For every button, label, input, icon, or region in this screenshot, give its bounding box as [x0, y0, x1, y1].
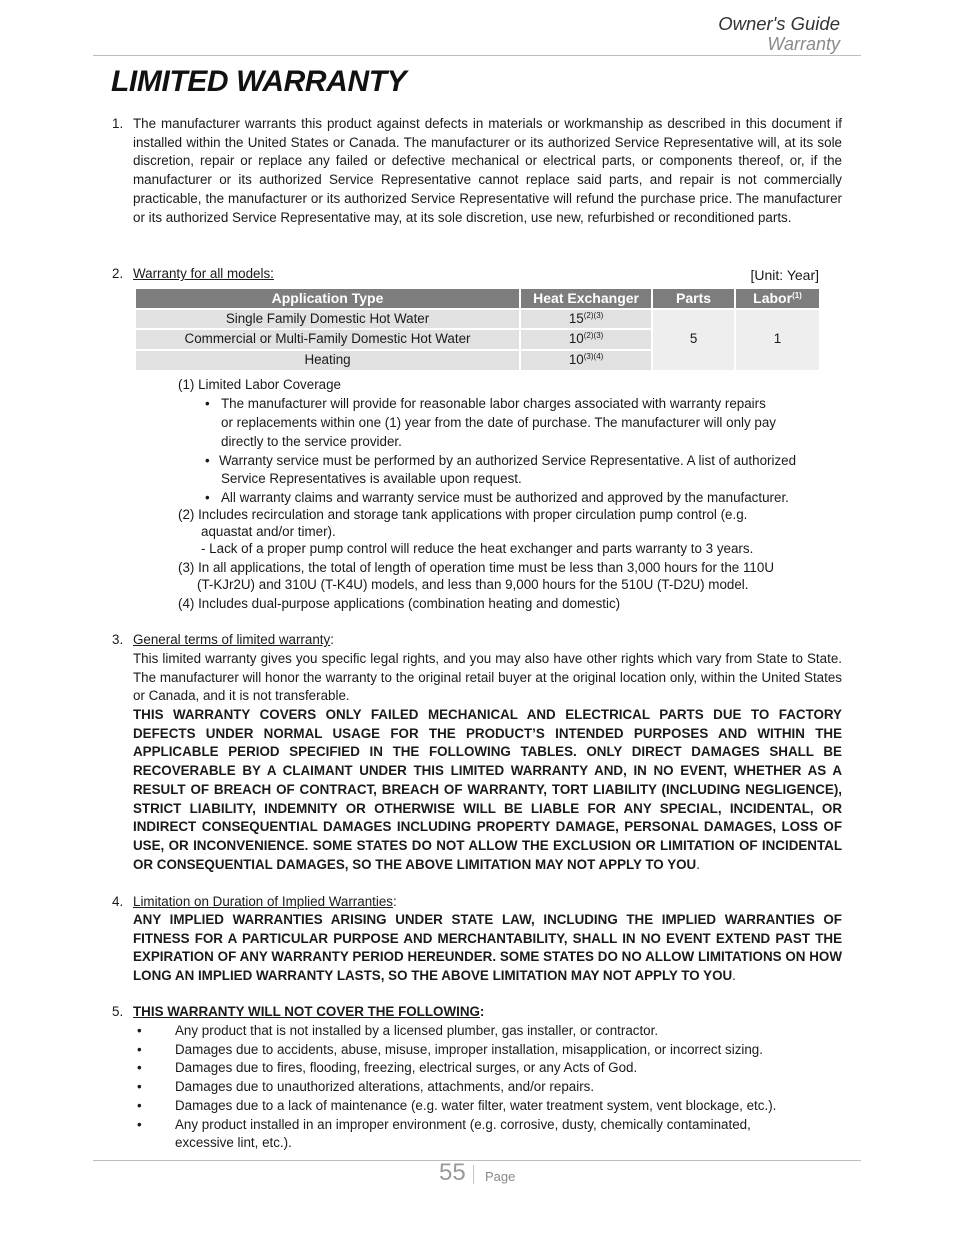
- bullet-icon: •: [137, 1117, 142, 1132]
- row-heat-exchanger: [521, 351, 651, 370]
- col-application-type: Application Type: [136, 289, 519, 308]
- labor-footnote-ref: (1): [792, 291, 802, 300]
- section-5-number: 5.: [112, 1004, 124, 1019]
- col-heat-exchanger: Heat Exchanger: [521, 289, 651, 308]
- page-number: 55: [439, 1159, 466, 1186]
- note-2-line-3: - Lack of a proper pump control will reduce the heat exchanger and parts warranty to 3 years.: [201, 541, 754, 556]
- row-application: Single Family Domestic Hot Water: [136, 310, 519, 329]
- note-2-line-2: aquastat and/or timer).: [201, 524, 336, 539]
- table-header-row: [136, 289, 819, 308]
- exclusion-item: Damages due to accidents, abuse, misuse, improper installation, misapplication, or incorrect sizing.: [175, 1042, 763, 1057]
- guide-title: Owner's Guide: [718, 13, 840, 34]
- bullet-icon: •: [137, 1079, 142, 1094]
- warranty-models-heading: Warranty for all models:: [133, 266, 274, 281]
- heat-value: 10: [568, 352, 584, 368]
- heat-value: 15: [568, 310, 584, 326]
- exclusion-item-6-line-1: Any product installed in an improper environment (e.g. corrosive, dusty, chemically contaminated,: [175, 1117, 751, 1132]
- bullet-icon: •: [137, 1023, 142, 1038]
- labor-value: 1: [736, 310, 819, 370]
- section-4-number: 4.: [112, 894, 124, 909]
- exclusion-item: Any product that is not installed by a licensed plumber, gas installer, or contractor.: [175, 1023, 659, 1038]
- col-labor: [736, 289, 819, 308]
- bullet-icon: •: [137, 1098, 142, 1113]
- heat-footnote-ref: (2)(3): [583, 310, 604, 320]
- row-application: Heating: [136, 351, 519, 370]
- table-row: [136, 310, 819, 329]
- page-title: LIMITED WARRANTY: [111, 65, 407, 98]
- page-label: Page: [485, 1169, 516, 1184]
- section-2-number: 2.: [112, 266, 124, 281]
- section-1-text: The manufacturer warrants this product against defects in materials or workmanship as described in this document if installed within the United States or Canada. The manufacturer or its authorized Service Representative will, at its sole discretion, repair or replace any failed or defective mechanical or electrical parts, or components thereof, or, if the manufacturer or its authorized Service Representative cannot replace said parts, and repair is not commercially practicable, the manufacturer or its authorized Service Representative will refund the purchase price. The manufacturer or its authorized Service Representative may, at its sole discretion, use new, refurbished or reconditioned parts.: [133, 116, 842, 225]
- note-1-title: (1) Limited Labor Coverage: [178, 377, 342, 392]
- row-application: Commercial or Multi-Family Domestic Hot Water: [136, 330, 519, 349]
- bullet-icon: •: [205, 396, 210, 411]
- section-3-disclaimer: THIS WARRANTY COVERS ONLY FAILED MECHANICAL AND ELECTRICAL PARTS DUE TO FACTORY DEFECTS UNDER NORMAL USAGE FOR THE PRODUCT’S INTENDED PURPOSES AND WITHIN THE APPLICABLE PERIOD SPECIFIED IN THE FOLLOWING TABLES. ONLY DIRECT DAMAGES SHALL BE RECOVERABLE BY A CLAIMANT UNDER THIS LIMITED WARRANTY AND, IN NO EVENT, WHETHER AS A RESULT OF BREACH OF CONTRACT, BREACH OF WARRANTY, TORT LIABILITY (INCLUDING NEGLIGENCE), STRICT LIABILITY, INDEMNITY OR OTHERWISE WILL BE LIABLE FOR ANY SPECIAL, INCIDENTAL, OR INDIRECT CONSEQUENTIAL DAMAGES INCLUDING PROPERTY DAMAGE, PERSONAL DAMAGES, LOSS OF USE, OR INCONVENIENCE. SOME STATES DO NOT ALLOW THE EXCLUSION OR LIMITATION OF INCIDENTAL OR CONSEQUENTIAL DAMAGES, SO THE ABOVE LIMITATION MAY NOT APPLY TO YOU: [133, 707, 842, 872]
- footer-rule: [93, 1160, 861, 1161]
- heat-footnote-ref: (3)(4): [583, 352, 604, 362]
- heat-value: 10: [568, 331, 584, 347]
- exclusion-item-6-line-2: excessive lint, etc.).: [175, 1135, 292, 1150]
- note-3-line-1: (3) In all applications, the total of length of operation time must be less than 3,000 hours for the 110U: [178, 560, 774, 575]
- header-rule: [93, 55, 861, 56]
- section-3-text: This limited warranty gives you specific legal rights, and you may also have other rights which vary from State to State. The manufacturer will honor the warranty to the original retail buyer at the original location only, within the United States or Canada, and it is not transferable.: [133, 651, 842, 704]
- note-3-line-2: (T-KJr2U) and 310U (T-K4U) models, and less than 9,000 hours for the 510U (T-D2U) model.: [197, 577, 749, 592]
- warranty-table: [134, 287, 821, 372]
- exclusion-item: Damages due to unauthorized alterations, attachments, and/or repairs.: [175, 1079, 595, 1094]
- section-4-heading: Limitation on Duration of Implied Warranties:: [133, 894, 397, 909]
- row-heat-exchanger: [521, 310, 651, 329]
- section-3-number: 3.: [112, 632, 124, 647]
- bullet-icon: •: [137, 1060, 142, 1075]
- exclusion-item: Damages due to fires, flooding, freezing, electrical surges, or any Acts of God.: [175, 1060, 638, 1075]
- note-1-bullet-1-line-2: or replacements within one (1) year from the date of purchase. The manufacturer will only pay: [221, 415, 776, 430]
- note-1-bullet-2-line-1: Warranty service must be performed by an authorized Service Representative. A list of authorized: [219, 453, 797, 468]
- heat-footnote-ref: (2)(3): [583, 331, 604, 341]
- implied-warranties-heading: Limitation on Duration of Implied Warranties: [133, 894, 393, 909]
- note-4: (4) Includes dual-purpose applications (combination heating and domestic): [178, 596, 621, 611]
- note-1-bullet-1-line-1: The manufacturer will provide for reasonable labor charges associated with warranty repairs: [221, 396, 766, 411]
- section-5-heading: THIS WARRANTY WILL NOT COVER THE FOLLOWING:: [133, 1004, 485, 1019]
- exclusions-heading: THIS WARRANTY WILL NOT COVER THE FOLLOWING: [133, 1004, 480, 1019]
- note-2-line-1: (2) Includes recirculation and storage tank applications with proper circulation pump control (e.g.: [178, 507, 748, 522]
- exclusion-item: Damages due to a lack of maintenance (e.g. water filter, water treatment system, vent blockage, etc.).: [175, 1098, 777, 1113]
- section-4-bold-text: ANY IMPLIED WARRANTIES ARISING UNDER STATE LAW, INCLUDING THE IMPLIED WARRANTIES OF FITNESS FOR A PARTICULAR PURPOSE AND MERCHANTABILITY, SHALL IN NO EVENT EXTEND PAST THE EXPIRATION OF ANY WARRANTY PERIOD HEREUNDER. SOME STATES DO NO ALLOW LIMITATIONS ON HOW LONG AN IMPLIED WARRANTY LASTS, SO THE ABOVE LIMITATION MAY NOT APPLY TO YOU.: [133, 912, 842, 984]
- parts-value: 5: [653, 310, 734, 370]
- labor-label: Labor: [753, 290, 793, 306]
- section-title: Warranty: [767, 34, 840, 54]
- col-parts: Parts: [653, 289, 734, 308]
- section-3-bold-text: THIS WARRANTY COVERS ONLY FAILED MECHANICAL AND ELECTRICAL PARTS DUE TO FACTORY DEFECTS UNDER NORMAL USAGE FOR THE PRODUCT’S INTENDED PURPOSES AND WITHIN THE APPLICABLE PERIOD SPECIFIED IN THE FOLLOWING TABLES. ONLY DIRECT DAMAGES SHALL BE RECOVERABLE BY A CLAIMANT UNDER THIS LIMITED WARRANTY AND, IN NO EVENT, WHETHER AS A RESULT OF BREACH OF CONTRACT, BREACH OF WARRANTY, TORT LIABILITY (INCLUDING NEGLIGENCE), STRICT LIABILITY, INDEMNITY OR OTHERWISE WILL BE LIABLE FOR ANY SPECIAL, INCIDENTAL, OR INDIRECT CONSEQUENTIAL DAMAGES INCLUDING PROPERTY DAMAGE, PERSONAL DAMAGES, LOSS OF USE, OR INCONVENIENCE. SOME STATES DO NOT ALLOW THE EXCLUSION OR LIMITATION OF INCIDENTAL OR CONSEQUENTIAL DAMAGES, SO THE ABOVE LIMITATION MAY NOT APPLY TO YOU.: [133, 707, 842, 872]
- section-3-heading: General terms of limited warranty:: [133, 632, 334, 647]
- note-1-bullet-3-line-1: All warranty claims and warranty service must be authorized and approved by the manufacturer.: [221, 490, 789, 505]
- note-1-bullet-2-line-2: Service Representatives is available upon request.: [221, 471, 522, 486]
- section-1-number: 1.: [112, 116, 124, 131]
- general-terms-heading: General terms of limited warranty: [133, 632, 331, 647]
- bullet-icon: •: [205, 453, 210, 468]
- unit-label: [Unit: Year]: [750, 267, 819, 283]
- footer-divider: [473, 1165, 474, 1184]
- section-2-heading: [133, 265, 842, 284]
- running-header: [718, 14, 840, 54]
- note-1-bullet-1-line-3: directly to the service provider.: [221, 434, 402, 449]
- row-heat-exchanger: [521, 330, 651, 349]
- section-4-disclaimer: ANY IMPLIED WARRANTIES ARISING UNDER STATE LAW, INCLUDING THE IMPLIED WARRANTIES OF FITNESS FOR A PARTICULAR PURPOSE AND MERCHANTABILITY, SHALL IN NO EVENT EXTEND PAST THE EXPIRATION OF ANY WARRANTY PERIOD HEREUNDER. SOME STATES DO NO ALLOW LIMITATIONS ON HOW LONG AN IMPLIED WARRANTY LASTS, SO THE ABOVE LIMITATION MAY NOT APPLY TO YOU: [133, 912, 842, 984]
- bullet-icon: •: [205, 490, 210, 505]
- bullet-icon: •: [137, 1042, 142, 1057]
